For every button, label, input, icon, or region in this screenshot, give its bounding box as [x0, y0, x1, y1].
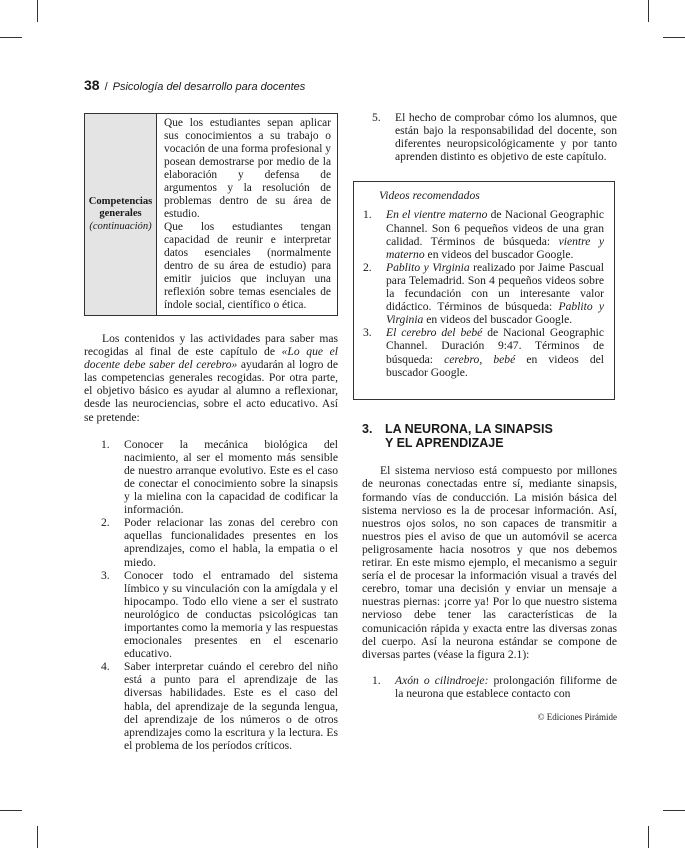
item-number: 2. — [101, 516, 110, 530]
neuron-parts-list — [372, 674, 617, 700]
item-number: 1. — [372, 673, 381, 687]
section-heading — [362, 422, 617, 450]
crop-mark — [648, 826, 649, 848]
label-bold: Competencias generales — [88, 195, 153, 220]
item-text: prolongación filiforme de la neurona que establece contacto con — [395, 673, 617, 700]
crop-mark — [0, 810, 22, 811]
video-item — [363, 261, 604, 326]
list-item — [372, 674, 617, 700]
running-header — [84, 77, 305, 93]
item-text: Conocer todo el entramado del sistema límbico y su vinculación con la amígdala y el hipocampo. Todo ello viene a ser el sustrato neurológico de conductas psicológicas tan importantes como la memoria y las respuestas emocionales presentes en el escenario educativo. — [124, 568, 338, 661]
text: realizado por Jaime Pascual para Telemadrid. Son 4 pequeños videos sobre la fecundación con un interesante valor didáctico. Términos de búsqueda: — [386, 260, 604, 314]
book-title: Psicología del desarrollo para docentes — [112, 81, 306, 93]
competence-text: Que los estudiantes sepan aplicar sus conocimientos a su trabajo o vocación de una forma profesional y posean demostrarse por medio de la elaboración y defensa de argumentos y la resolución de problemas dentro de su área de estudio. — [164, 117, 331, 220]
item-number: 2. — [363, 260, 372, 274]
video-title: Pablito y Virginia — [386, 260, 470, 274]
item-number: 1. — [101, 437, 110, 451]
text: en videos del buscador Google. — [423, 313, 573, 327]
book-chapter-title: «Lo que el docente debe saber del cerebro» — [84, 345, 338, 372]
videos-box — [353, 181, 615, 400]
list-item — [101, 660, 338, 752]
text: de Nacional Geographic Channel. Son 6 pequeños videos de una gran calidad. Términos de búsqueda: — [386, 208, 604, 248]
section-title: Y EL APRENDIZAJE — [385, 436, 504, 451]
copyright: © Ediciones Pirámide — [537, 711, 617, 722]
videos-title: Videos recomendados — [379, 189, 480, 203]
video-item — [363, 208, 604, 260]
list-item — [101, 438, 338, 517]
table-label-cell — [85, 114, 157, 315]
section-number: 3. — [362, 422, 373, 437]
text: de Nacional Geographic Channel. Duración 9:47. Términos de búsqueda: — [386, 326, 604, 366]
video-title: El cerebro del bebé — [386, 326, 483, 340]
video-item — [363, 326, 604, 378]
videos-list — [363, 208, 604, 378]
item-text: Conocer la mecánica biológica del nacimiento, al ser el momento más sensible de nuestro arranque evolutivo. Este es el caso de conectar el conocimiento sobre la sinapsis y la mielina con la capacidad de codificar la información. — [124, 437, 338, 517]
text: ayudarán al logro de las competencias generales recogidas. Por otra parte, el objetivo básico es ayudar al alumno a reflexionar, desde las neurociencias, sobre el acto educativo. Así se pretende: — [84, 358, 338, 424]
text: Los contenidos y las actividades para saber mas recogidas al final de este capítulo de — [84, 332, 338, 359]
label-italic: (continuación) — [89, 220, 152, 232]
video-title: En el vientre materno — [386, 208, 488, 222]
list-item — [372, 111, 617, 163]
list-item — [101, 516, 338, 568]
objectives-list — [101, 438, 338, 752]
competencias-table — [84, 113, 338, 316]
crop-mark — [0, 37, 22, 38]
section-title: LA NEURONA, LA SINAPSIS — [385, 422, 553, 437]
right-column — [362, 111, 617, 723]
crop-mark — [37, 0, 38, 22]
page-number: 38 — [84, 77, 100, 93]
item-number: 1. — [363, 208, 372, 222]
list-item — [101, 569, 338, 661]
header-separator: / — [104, 81, 108, 93]
term: Axón o cilindroeje: — [395, 673, 489, 687]
item-number: 3. — [363, 326, 372, 340]
search-terms: cerebro, bebé — [444, 352, 516, 366]
search-terms: vientre y materno — [386, 234, 604, 261]
crop-mark — [663, 37, 685, 38]
item-text: Poder relacionar las zonas del cerebro con aquellas funcionalidades presentes en los aprendizajes, como el habla, la empatia o el miedo. — [124, 516, 338, 569]
body-paragraph: El sistema nervioso está compuesto por millones de neuronas conectadas entre sí, mediante sinapsis, formando vías de conducción. La misión básica del sistema nervioso es la de procesar información. Así, nuestros ojos solos, no son capaces de transmitir a nuestros pies el aviso de que un automóvil se acerca peligrosamente hacia nosotros y que nos debemos retirar. En este mismo ejemplo, el mecanismo a seguir sería el de procesar la información visual a través del cerebro, tomar una decisión y enviar un mensaje a nuestras piernas: ¡corre ya! Por lo que nuestro sistema nervioso debe tener las características de la comunicación rápida y exacta entre las diversas zonas del cuerpo. Así la neurona estándar se compone de diversas partes (véase la figura 2.1): — [362, 464, 617, 661]
crop-mark — [648, 0, 649, 22]
item-number: 4. — [101, 660, 110, 674]
table-content-cell — [157, 114, 337, 315]
item-text: El hecho de comprobar cómo los alumnos, que están bajo la responsabilidad del docente, son diferentes neuropsicológicamente y por tanto aprenden distinto es objetivo de este capítulo. — [395, 111, 617, 164]
text: en videos del buscador Google. — [424, 247, 574, 261]
objectives-list-cont — [372, 111, 617, 163]
item-number: 5. — [372, 111, 381, 124]
search-terms: Pablito y Virginia — [386, 300, 604, 327]
item-number: 3. — [101, 568, 110, 582]
crop-mark — [37, 826, 38, 848]
crop-mark — [663, 810, 685, 811]
text: en videos del buscador Google. — [386, 352, 604, 379]
item-text: Saber interpretar cuándo el cerebro del niño está a punto para el aprendizaje de las diversas habilidades. Este es el caso del habla, del aprendizaje de la segunda lengua, del aprendizaje de los números o de otros aprendizajes como la escritura y la lectura. Es el problema de los períodos críticos. — [124, 660, 338, 752]
intro-paragraph — [84, 332, 338, 424]
left-column — [84, 113, 338, 752]
competence-text: Que los estudiantes tengan capacidad de reunir e interpretar datos esenciales (normalmente dentro de su área de estudio) para emitir juicios que incluyan una reflexión sobre temas esenciales de índole social, científico o ética. — [164, 221, 331, 311]
